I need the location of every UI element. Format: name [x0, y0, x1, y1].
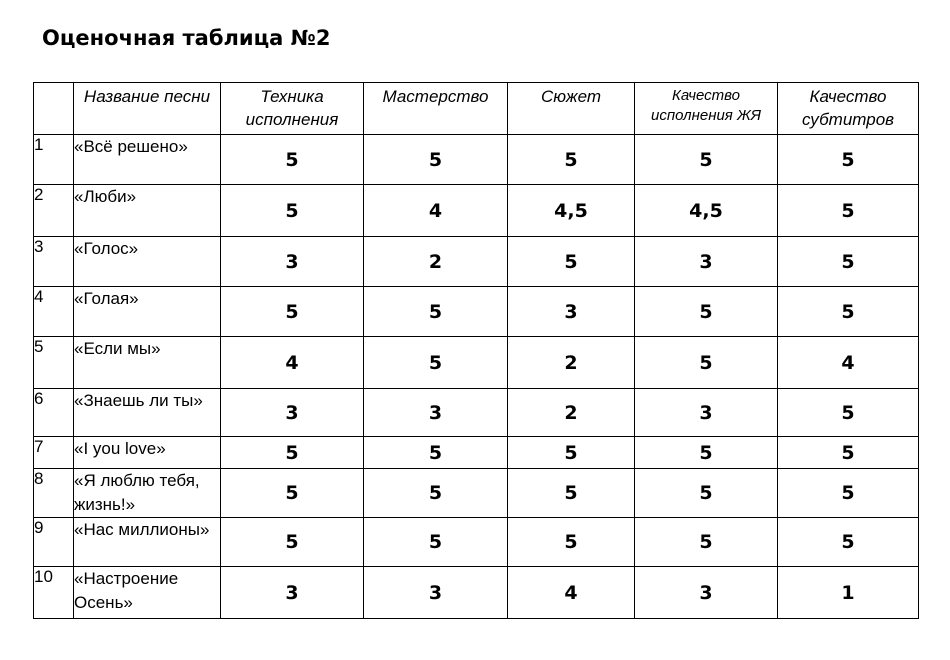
song-title: «Настроение Осень» — [74, 567, 221, 619]
technique-score: 5 — [221, 287, 364, 337]
mastery-score: 3 — [364, 567, 508, 619]
row-number: 7 — [34, 437, 74, 469]
subtitle-quality-score: 5 — [778, 135, 919, 185]
plot-score: 5 — [508, 237, 635, 287]
subtitle-quality-score: 5 — [778, 237, 919, 287]
plot-score: 4 — [508, 567, 635, 619]
table-row — [34, 237, 919, 287]
row-number: 8 — [34, 469, 74, 518]
plot-score: 2 — [508, 337, 635, 389]
technique-score: 3 — [221, 567, 364, 619]
technique-score: 5 — [221, 469, 364, 518]
header-subtitle-quality: Качество субтитров — [778, 83, 919, 135]
sign-quality-score: 3 — [635, 567, 778, 619]
technique-score: 4 — [221, 337, 364, 389]
row-number: 3 — [34, 237, 74, 287]
header-technique: Техника исполнения — [221, 83, 364, 135]
song-title: «I you love» — [74, 437, 221, 469]
row-number: 1 — [34, 135, 74, 185]
row-number: 9 — [34, 518, 74, 567]
mastery-score: 5 — [364, 518, 508, 567]
sign-quality-score: 5 — [635, 469, 778, 518]
plot-score: 5 — [508, 518, 635, 567]
technique-score: 5 — [221, 185, 364, 237]
mastery-score: 4 — [364, 185, 508, 237]
mastery-score: 5 — [364, 469, 508, 518]
table-row — [34, 185, 919, 237]
technique-score: 3 — [221, 389, 364, 437]
mastery-score: 5 — [364, 437, 508, 469]
row-number: 5 — [34, 337, 74, 389]
sign-quality-score: 5 — [635, 135, 778, 185]
technique-score: 5 — [221, 135, 364, 185]
page-title: Оценочная таблица №2 — [42, 26, 331, 50]
table-row — [34, 287, 919, 337]
row-number: 10 — [34, 567, 74, 619]
song-title: «Люби» — [74, 185, 221, 237]
header-song: Название песни — [74, 83, 221, 135]
subtitle-quality-score: 5 — [778, 389, 919, 437]
song-title: «Знаешь ли ты» — [74, 389, 221, 437]
row-number: 4 — [34, 287, 74, 337]
song-title: «Нас миллионы» — [74, 518, 221, 567]
header-row — [34, 83, 919, 135]
sign-quality-score: 5 — [635, 437, 778, 469]
technique-score: 5 — [221, 518, 364, 567]
song-title: «Всё решено» — [74, 135, 221, 185]
sign-quality-score: 5 — [635, 518, 778, 567]
score-table — [33, 82, 919, 619]
plot-score: 4,5 — [508, 185, 635, 237]
technique-score: 5 — [221, 437, 364, 469]
subtitle-quality-score: 5 — [778, 469, 919, 518]
song-title: «Я люблю тебя, жизнь!» — [74, 469, 221, 518]
header-number — [34, 83, 74, 135]
mastery-score: 5 — [364, 337, 508, 389]
song-title: «Голая» — [74, 287, 221, 337]
song-title: «Если мы» — [74, 337, 221, 389]
sign-quality-score: 3 — [635, 237, 778, 287]
mastery-score: 3 — [364, 389, 508, 437]
table-row — [34, 135, 919, 185]
song-title: «Голос» — [74, 237, 221, 287]
header-sign-quality: Качество исполнения ЖЯ — [635, 83, 778, 135]
table-row — [34, 469, 919, 518]
plot-score: 5 — [508, 437, 635, 469]
plot-score: 5 — [508, 135, 635, 185]
subtitle-quality-score: 4 — [778, 337, 919, 389]
mastery-score: 5 — [364, 135, 508, 185]
plot-score: 2 — [508, 389, 635, 437]
subtitle-quality-score: 5 — [778, 518, 919, 567]
table-row — [34, 567, 919, 619]
technique-score: 3 — [221, 237, 364, 287]
table-row — [34, 389, 919, 437]
mastery-score: 2 — [364, 237, 508, 287]
table-row — [34, 337, 919, 389]
plot-score: 5 — [508, 469, 635, 518]
sign-quality-score: 3 — [635, 389, 778, 437]
header-plot: Сюжет — [508, 83, 635, 135]
subtitle-quality-score: 5 — [778, 287, 919, 337]
subtitle-quality-score: 5 — [778, 185, 919, 237]
sign-quality-score: 4,5 — [635, 185, 778, 237]
row-number: 6 — [34, 389, 74, 437]
row-number: 2 — [34, 185, 74, 237]
header-mastery: Мастерство — [364, 83, 508, 135]
table-row — [34, 437, 919, 469]
sign-quality-score: 5 — [635, 337, 778, 389]
plot-score: 3 — [508, 287, 635, 337]
subtitle-quality-score: 1 — [778, 567, 919, 619]
mastery-score: 5 — [364, 287, 508, 337]
subtitle-quality-score: 5 — [778, 437, 919, 469]
sign-quality-score: 5 — [635, 287, 778, 337]
table-row — [34, 518, 919, 567]
